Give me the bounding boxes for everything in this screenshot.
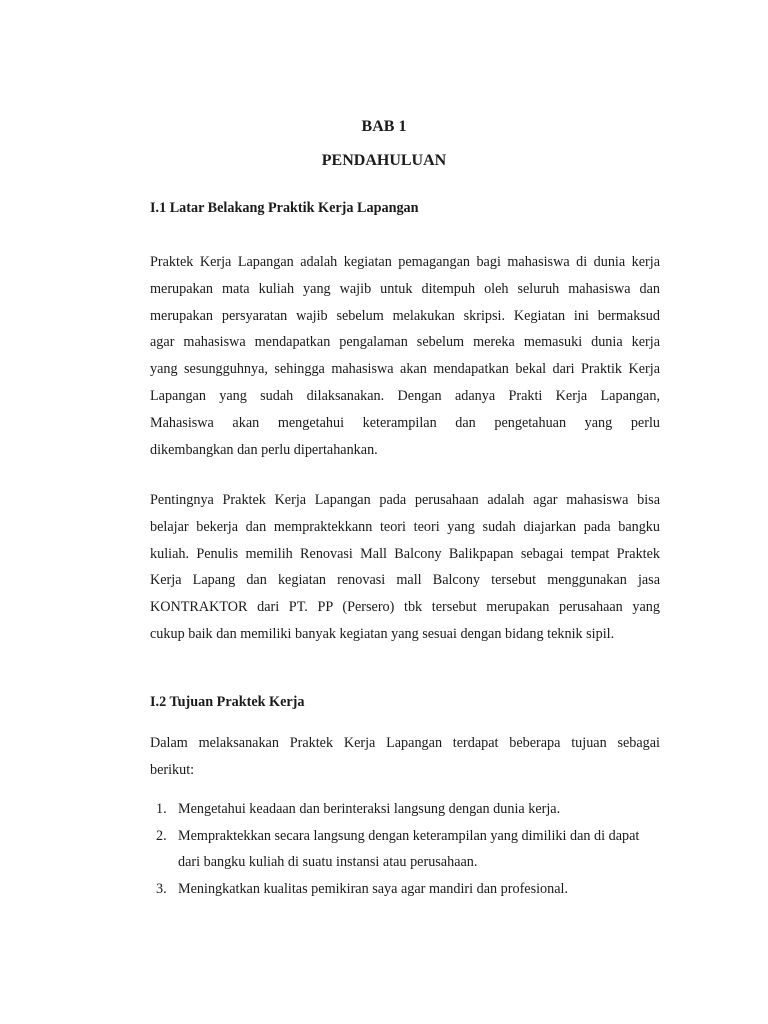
section-2-heading: I.2 Tujuan Praktek Kerja (150, 694, 305, 710)
list-item-text: dari bangku kuliah di suatu instansi atau perusahaan. (178, 854, 478, 870)
paragraph-line: belajar bekerja dan mempraktekkann teori teori yang sudah diajarkan pada bangku (150, 518, 660, 535)
paragraph-line: Kerja Lapang dan kegiatan renovasi mall Balcony tersebut menggunakan jasa (150, 572, 660, 589)
chapter-title: PENDAHULUAN (321, 152, 447, 169)
section-2-intro (150, 730, 660, 784)
paragraph-line: Mahasiswa akan mengetahui keterampilan dan pengetahuan yang perlu (150, 414, 660, 431)
paragraph-line: Lapangan yang sudah dilaksanakan. Dengan adanya Prakti Kerja Lapangan, (150, 387, 660, 404)
list-item-text: Meningkatkan kualitas pemikiran saya agar mandiri dan profesional. (178, 880, 569, 897)
paragraph-line: Dalam melaksanakan Praktek Kerja Lapangan terdapat beberapa tujuan sebagai (150, 735, 660, 751)
paragraph-line: merupakan persyaratan wajib sebelum melakukan skripsi. Kegiatan ini bermaksud (150, 307, 660, 324)
paragraph-line: berikut: (150, 761, 195, 778)
paragraph-line: Praktek Kerja Lapangan adalah kegiatan pemagangan bagi mahasiswa di dunia kerja (150, 254, 660, 270)
list-item-text: Mempraktekkan secara langsung dengan keterampilan yang dimiliki dan di dapat (178, 827, 640, 844)
list-number: 1. (156, 801, 167, 817)
section-1-paragraph-1 (150, 249, 660, 463)
paragraph-line: dikembangkan dan perlu dipertahankan. (150, 441, 378, 458)
list-item (150, 876, 660, 903)
paragraph-line: KONTRAKTOR dari PT. PP (Persero) tbk tersebut merupakan perusahaan yang (150, 599, 660, 616)
paragraph-line: kuliah. Penulis memilih Renovasi Mall Balcony Balikpapan sebagai tempat Praktek (150, 545, 660, 562)
list-number: 3. (156, 880, 167, 897)
list-item-text: Mengetahui keadaan dan berinteraksi langsung dengan dunia kerja. (178, 801, 561, 817)
paragraph-line: cukup baik dan memiliki banyak kegiatan yang sesuai dengan bidang teknik sipil. (150, 625, 615, 642)
list-number: 2. (156, 827, 167, 844)
chapter-number: BAB 1 (361, 118, 407, 135)
section-1-paragraph-2 (150, 487, 660, 648)
objectives-list (150, 796, 660, 902)
section-1-heading: I.1 Latar Belakang Praktik Kerja Lapangan (150, 200, 419, 216)
list-item (150, 796, 660, 823)
chapter-heading (0, 110, 768, 178)
paragraph-line: agar mahasiswa mendapatkan pengalaman sebelum mereka memasuki dunia kerja (150, 334, 660, 351)
paragraph-line: Pentingnya Praktek Kerja Lapangan pada perusahaan adalah agar mahasiswa bisa (150, 492, 660, 508)
list-item (150, 823, 660, 876)
paragraph-line: yang sesungguhnya, sehingga mahasiswa akan mendapatkan bekal dari Praktik Kerja (150, 361, 660, 378)
paragraph-line: merupakan mata kuliah yang wajib untuk ditempuh oleh seluruh mahasiswa dan (150, 280, 660, 297)
